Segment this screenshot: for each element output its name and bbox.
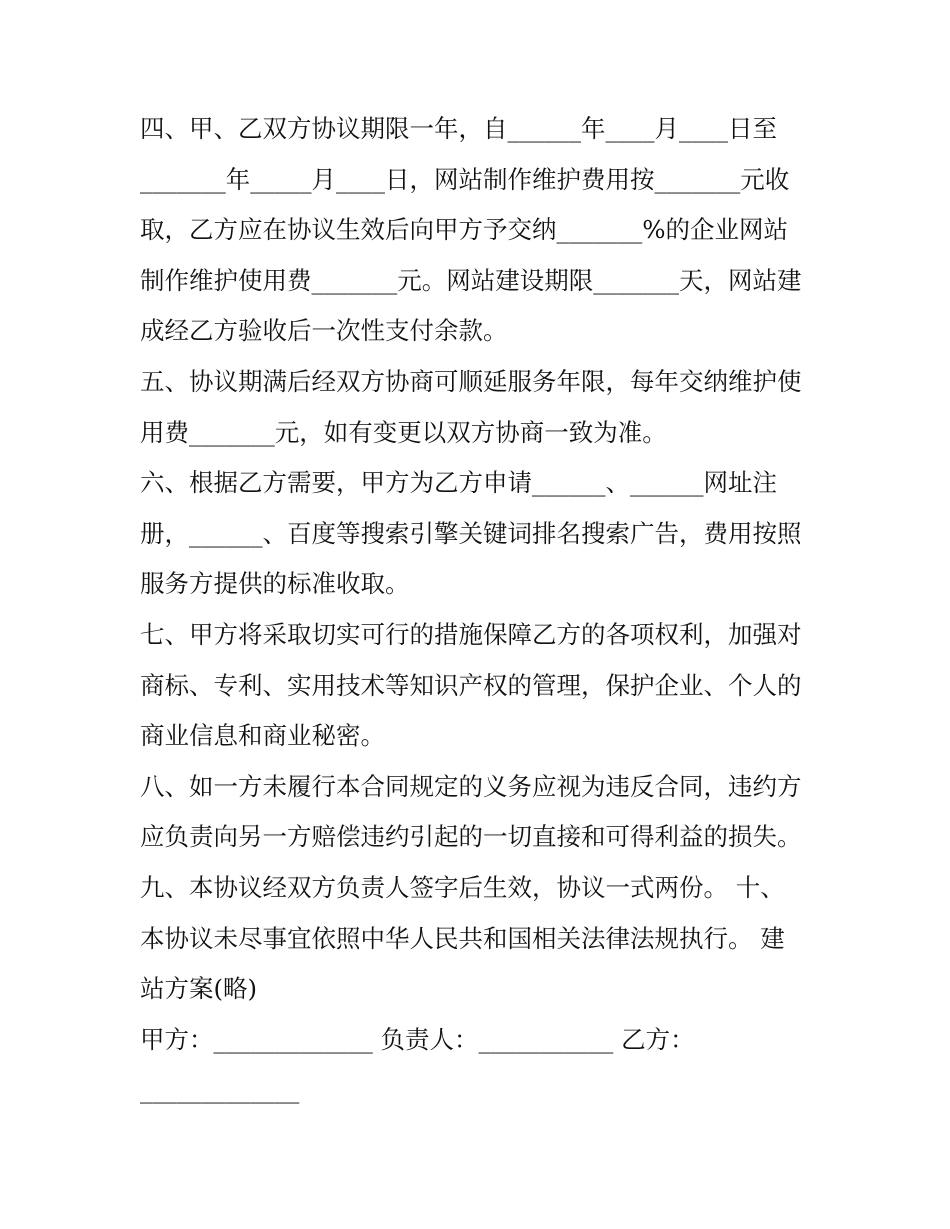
text-line: 八、如一方未履行本合同规定的义务应视为违反合同，违约方 — [140, 771, 802, 801]
text-line: 服务方提供的标准收取。 — [140, 569, 410, 599]
text-line: 六、根据乙方需要，甲方为乙方申请______、______网址注 — [140, 468, 777, 498]
text-line: 本协议未尽事宜依照中华人民共和国相关法律法规执行。 建 — [140, 923, 785, 953]
text-line: 五、协议期满后经双方协商可顺延服务年限，每年交纳维护使 — [140, 366, 802, 396]
text-line: _______年_____月____日，网站制作维护费用按_______元收 — [140, 164, 790, 194]
text-line: 商标、专利、实用技术等知识产权的管理，保护企业、个人的 — [140, 670, 802, 700]
text-line: 九、本协议经双方负责人签字后生效，协议一式两份。 十、 — [140, 872, 785, 902]
text-line: 用费_______元，如有变更以双方协商一致为准。 — [140, 417, 667, 447]
text-line: 七、甲方将采取切实可行的措施保障乙方的各项权利，加强对 — [140, 619, 802, 649]
text-line: 应负责向另一方赔偿违约引起的一切直接和可得利益的损失。 — [140, 822, 802, 852]
text-line: 册，______、百度等搜索引擎关键词排名搜索广告，费用按照 — [140, 518, 802, 548]
text-line: 商业信息和商业秘密。 — [140, 721, 385, 751]
signature-blank: _____________ — [140, 1075, 300, 1105]
text-line: 站方案(略) — [140, 974, 258, 1004]
contract-body — [140, 104, 820, 1116]
signature-line: 甲方：_____________ 负责人：___________ 乙方： — [140, 1024, 695, 1054]
text-line: 取，乙方应在协议生效后向甲方予交纳_______%的企业网站 — [140, 215, 789, 245]
text-line: 制作维护使用费_______元。网站建设期限_______天，网站建 — [140, 265, 802, 295]
text-line: 成经乙方验收后一次性支付余款。 — [140, 316, 508, 346]
text-line: 四、甲、乙双方协议期限一年，自______年____月____日至 — [140, 114, 777, 143]
